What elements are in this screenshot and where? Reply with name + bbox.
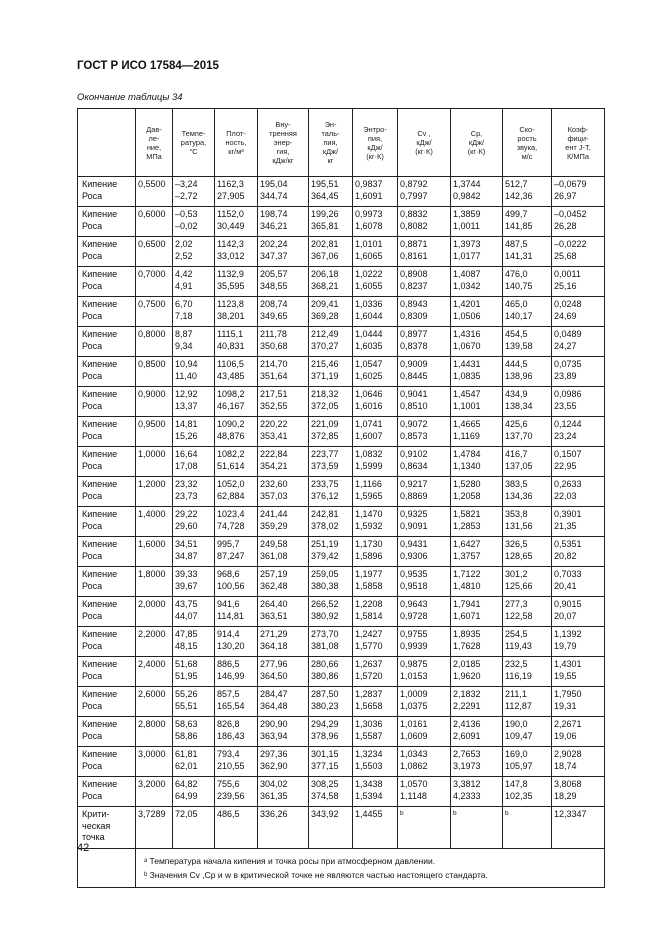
table-cell: 51,68 51,95 — [173, 657, 215, 687]
table-cell: 212,49 370,27 — [309, 327, 353, 357]
table-cell: 2,8000 — [136, 717, 173, 747]
table-caption: Окончание таблицы 34 — [77, 92, 183, 103]
table-cell: –0,0222 25,68 — [552, 237, 605, 267]
table-cell: 34,51 34,87 — [173, 537, 215, 567]
table-header-row — [78, 109, 605, 177]
table-cell: 277,96 364,50 — [258, 657, 309, 687]
table-cell: 3,2000 — [136, 777, 173, 807]
row-state-label: Кипение Роса — [78, 477, 136, 507]
table-cell: 0,9643 0,9728 — [398, 597, 451, 627]
table-cell: 499,7 141,85 — [503, 207, 552, 237]
table-cell: 1,7950 19,31 — [552, 687, 605, 717]
table-cell: –3,24 –2,72 — [173, 177, 215, 207]
table-cell: 0,5500 — [136, 177, 173, 207]
column-header-10: Коэф- фици- ент J-T, К/МПа — [552, 109, 605, 177]
table-row — [78, 327, 605, 357]
table-cell: 3,8068 18,29 — [552, 777, 605, 807]
table-row — [78, 447, 605, 477]
table-cell: 2,6000 — [136, 687, 173, 717]
table-cell: 336,26 — [258, 807, 309, 849]
table-row — [78, 567, 605, 597]
table-row — [78, 747, 605, 777]
table-cell: 264,40 363,51 — [258, 597, 309, 627]
table-cell: 249,58 361,08 — [258, 537, 309, 567]
table-cell: 2,2000 — [136, 627, 173, 657]
critical-point-row — [78, 807, 605, 849]
table-cell: 0,9102 0,8634 — [398, 447, 451, 477]
row-state-label: Кипение Роса — [78, 327, 136, 357]
table-cell: 232,5 116,19 — [503, 657, 552, 687]
table-cell: 434,9 138,34 — [503, 387, 552, 417]
column-header-1: Дав- ле- ние, МПа — [136, 109, 173, 177]
table-cell: 6,70 7,18 — [173, 297, 215, 327]
table-cell: 1,1977 1,5858 — [353, 567, 398, 597]
table-cell: 273,70 381,08 — [309, 627, 353, 657]
table-cell: 211,1 112,87 — [503, 687, 552, 717]
table-row — [78, 537, 605, 567]
table-cell: 266,52 380,92 — [309, 597, 353, 627]
table-cell: –0,0679 26,97 — [552, 177, 605, 207]
table-cell: 0,9431 0,9306 — [398, 537, 451, 567]
table-cell: 0,0011 25,16 — [552, 267, 605, 297]
table-cell: 1,8000 — [136, 567, 173, 597]
table-cell: 1,0832 1,5999 — [353, 447, 398, 477]
table-cell: 0,9837 1,6091 — [353, 177, 398, 207]
table-cell: 0,2633 22,03 — [552, 477, 605, 507]
table-cell: b — [398, 807, 451, 849]
table-cell: 1,1470 1,5932 — [353, 507, 398, 537]
table-cell: 476,0 140,75 — [503, 267, 552, 297]
table-row — [78, 387, 605, 417]
row-state-label: Кипение Роса — [78, 687, 136, 717]
table-row — [78, 207, 605, 237]
table-row — [78, 597, 605, 627]
table-row — [78, 687, 605, 717]
table-cell: 0,1244 23,24 — [552, 417, 605, 447]
table-cell: 221,09 372,85 — [309, 417, 353, 447]
table-cell: 1052,0 62,884 — [215, 477, 258, 507]
table-row — [78, 507, 605, 537]
table-cell: 793,4 210,55 — [215, 747, 258, 777]
notes-spacer — [78, 849, 136, 888]
table-cell: 1,2427 1,5770 — [353, 627, 398, 657]
table-cell: 254,5 119,43 — [503, 627, 552, 657]
row-state-label: Кипение Роса — [78, 597, 136, 627]
table-cell: 0,9325 0,9091 — [398, 507, 451, 537]
table-cell: 202,81 367,06 — [309, 237, 353, 267]
table-cell: 0,0735 23,89 — [552, 357, 605, 387]
table-cell: 1,0343 1,0862 — [398, 747, 451, 777]
table-row — [78, 657, 605, 687]
table-cell: 416,7 137,05 — [503, 447, 552, 477]
table-cell: 284,47 364,48 — [258, 687, 309, 717]
table-cell: 290,90 363,94 — [258, 717, 309, 747]
table-cell: 14,81 15,26 — [173, 417, 215, 447]
table-cell: 195,04 344,74 — [258, 177, 309, 207]
table-cell: 444,5 138,96 — [503, 357, 552, 387]
table-cell: 1,2208 1,5814 — [353, 597, 398, 627]
table-cell: 1098,2 46,167 — [215, 387, 258, 417]
table-cell: 1,0009 1,0375 — [398, 687, 451, 717]
table-cell: b — [451, 807, 503, 849]
column-header-4: Вну- тренняя энер- гия, кДж/кг — [258, 109, 309, 177]
table-cell: 0,9000 — [136, 387, 173, 417]
table-cell: 39,33 39,67 — [173, 567, 215, 597]
table-cell: 2,0185 1,9620 — [451, 657, 503, 687]
table-cell: 2,2671 19,06 — [552, 717, 605, 747]
table-cell: 1,4665 1,1169 — [451, 417, 503, 447]
table-cell: 55,26 55,51 — [173, 687, 215, 717]
footnote: ᵇ Значения Cv ,Cp и w в критической точке не являются частью настоящего стандарта. — [144, 870, 488, 880]
table-cell: 1,1392 19,79 — [552, 627, 605, 657]
table-cell: 968,6 100,56 — [215, 567, 258, 597]
table-cell: 1,0570 1,1148 — [398, 777, 451, 807]
table-cell: 23,32 23,73 — [173, 477, 215, 507]
column-header-5: Эн- таль- пия, кДж/ кг — [309, 109, 353, 177]
table-cell: 0,9217 0,8869 — [398, 477, 451, 507]
row-state-label: Кипение Роса — [78, 417, 136, 447]
column-header-8: Cp, кДж/ (кг·К) — [451, 109, 503, 177]
table-notes — [136, 849, 605, 888]
table-cell: 223,77 373,59 — [309, 447, 353, 477]
table-cell: 2,1832 2,2291 — [451, 687, 503, 717]
document-title: ГОСТ Р ИСО 17584—2015 — [77, 60, 219, 72]
table-row — [78, 357, 605, 387]
table-row — [78, 627, 605, 657]
table-cell: 1,0444 1,6035 — [353, 327, 398, 357]
table-cell: 0,9041 0,8510 — [398, 387, 451, 417]
table-cell: 755,6 239,56 — [215, 777, 258, 807]
table-cell: 16,64 17,08 — [173, 447, 215, 477]
column-header-9: Ско- рость звука, м/с — [503, 109, 552, 177]
table-cell: 1,3859 1,0011 — [451, 207, 503, 237]
table-cell: 0,9500 — [136, 417, 173, 447]
table-cell: 1,3438 1,5394 — [353, 777, 398, 807]
row-state-label: Кипение Роса — [78, 717, 136, 747]
row-state-label: Кипение Роса — [78, 567, 136, 597]
table-cell: 1,4455 — [353, 807, 398, 849]
table-cell: 1132,9 35,595 — [215, 267, 258, 297]
table-cell: 2,7653 3,1973 — [451, 747, 503, 777]
table-cell: 0,8000 — [136, 327, 173, 357]
table-cell: 3,3812 4,2333 — [451, 777, 503, 807]
table-cell: 826,8 186,43 — [215, 717, 258, 747]
table-cell: 1090,2 48,876 — [215, 417, 258, 447]
table-cell: b — [503, 807, 552, 849]
table-row — [78, 267, 605, 297]
table-cell: 205,57 348,55 — [258, 267, 309, 297]
table-cell: 233,75 376,12 — [309, 477, 353, 507]
table-cell: 0,8792 0,7997 — [398, 177, 451, 207]
column-header-7: Cv , кДж/ (кг·К) — [398, 109, 451, 177]
table-cell: 308,25 374,58 — [309, 777, 353, 807]
row-state-label: Кипение Роса — [78, 447, 136, 477]
table-cell: 1,6000 — [136, 537, 173, 567]
table-cell: 1,2837 1,5658 — [353, 687, 398, 717]
table-cell: 1,0161 1,0609 — [398, 717, 451, 747]
table-cell: 857,5 165,54 — [215, 687, 258, 717]
column-header-6: Энтро- пия, кДж/ (кг·К) — [353, 109, 398, 177]
table-cell: 1106,5 43,485 — [215, 357, 258, 387]
table-row — [78, 777, 605, 807]
table-cell: 1,3744 0,9842 — [451, 177, 503, 207]
table-cell: 1,0101 1,6065 — [353, 237, 398, 267]
table-cell: 0,8871 0,8161 — [398, 237, 451, 267]
table-cell: 199,26 365,81 — [309, 207, 353, 237]
table-cell: 0,8500 — [136, 357, 173, 387]
table-cell: 8,87 9,34 — [173, 327, 215, 357]
table-cell: 326,5 128,65 — [503, 537, 552, 567]
row-state-label: Кипение Роса — [78, 207, 136, 237]
table-cell: 211,78 350,68 — [258, 327, 309, 357]
table-cell: 0,6000 — [136, 207, 173, 237]
table-cell: 1,2637 1,5720 — [353, 657, 398, 687]
page-number: 42 — [77, 842, 90, 854]
table-cell: 0,8908 0,8237 — [398, 267, 451, 297]
table-cell: 454,5 139,58 — [503, 327, 552, 357]
table-cell: 241,44 359,29 — [258, 507, 309, 537]
table-cell: 0,9535 0,9518 — [398, 567, 451, 597]
table-cell: 1162,3 27,905 — [215, 177, 258, 207]
table-row — [78, 297, 605, 327]
table-cell: 12,92 13,37 — [173, 387, 215, 417]
table-cell: 1,0646 1,6016 — [353, 387, 398, 417]
table-cell: 169,0 105,97 — [503, 747, 552, 777]
table-cell: 0,9973 1,6078 — [353, 207, 398, 237]
table-cell: 1082,2 51,614 — [215, 447, 258, 477]
table-cell: 1,0547 1,6025 — [353, 357, 398, 387]
table-cell: 2,9028 18,74 — [552, 747, 605, 777]
table-cell: 257,19 362,48 — [258, 567, 309, 597]
table-row — [78, 717, 605, 747]
table-cell: 1,4547 1,1001 — [451, 387, 503, 417]
table-cell: 0,8832 0,8082 — [398, 207, 451, 237]
table-cell: 277,3 122,58 — [503, 597, 552, 627]
table-cell: 1,4301 19,55 — [552, 657, 605, 687]
table-cell: 1,3973 1,0177 — [451, 237, 503, 267]
table-cell: 198,74 346,21 — [258, 207, 309, 237]
table-cell: 271,29 364,18 — [258, 627, 309, 657]
row-state-label: Кипение Роса — [78, 387, 136, 417]
table-cell: 1023,4 74,728 — [215, 507, 258, 537]
table-cell: 0,9755 0,9939 — [398, 627, 451, 657]
table-cell: 486,5 — [215, 807, 258, 849]
table-cell: 202,24 347,37 — [258, 237, 309, 267]
table-cell: 343,92 — [309, 807, 353, 849]
table-cell: 1,5280 1,2058 — [451, 477, 503, 507]
row-state-label: Крити- ческая точка — [78, 807, 136, 849]
table-cell: 1152,0 30,449 — [215, 207, 258, 237]
table-cell: 304,02 361,35 — [258, 777, 309, 807]
table-cell: 64,82 64,99 — [173, 777, 215, 807]
table-cell: 3,0000 — [136, 747, 173, 777]
table-cell: 353,8 131,56 — [503, 507, 552, 537]
table-cell: 190,0 109,47 — [503, 717, 552, 747]
table-cell: 0,8977 0,8378 — [398, 327, 451, 357]
row-state-label: Кипение Роса — [78, 657, 136, 687]
table-cell: 58,63 58,86 — [173, 717, 215, 747]
table-cell: 1,4431 1,0835 — [451, 357, 503, 387]
table-cell: 1,0741 1,6007 — [353, 417, 398, 447]
table-cell: 301,15 377,15 — [309, 747, 353, 777]
table-cell: 287,50 380,23 — [309, 687, 353, 717]
table-cell: –0,53 –0,02 — [173, 207, 215, 237]
properties-table — [77, 108, 605, 888]
row-state-label: Кипение Роса — [78, 177, 136, 207]
table-cell: 383,5 134,36 — [503, 477, 552, 507]
table-cell: 0,1507 22,95 — [552, 447, 605, 477]
table-cell: 914,4 130,20 — [215, 627, 258, 657]
table-cell: 0,5351 20,82 — [552, 537, 605, 567]
table-cell: 0,9015 20,07 — [552, 597, 605, 627]
table-cell: 4,42 4,91 — [173, 267, 215, 297]
table-cell: 10,94 11,40 — [173, 357, 215, 387]
table-cell: 195,51 364,45 — [309, 177, 353, 207]
table-cell: 1,0336 1,6044 — [353, 297, 398, 327]
table-cell: 0,8943 0,8309 — [398, 297, 451, 327]
table-cell: 1,0000 — [136, 447, 173, 477]
table-cell: 2,4000 — [136, 657, 173, 687]
table-row — [78, 477, 605, 507]
table-cell: 1,4201 1,0506 — [451, 297, 503, 327]
row-state-label: Кипение Роса — [78, 237, 136, 267]
table-cell: 0,7033 20,41 — [552, 567, 605, 597]
table-cell: 215,46 371,19 — [309, 357, 353, 387]
table-cell: 297,36 362,90 — [258, 747, 309, 777]
row-state-label: Кипение Роса — [78, 297, 136, 327]
table-cell: 217,51 352,55 — [258, 387, 309, 417]
table-cell: 72,05 — [173, 807, 215, 849]
table-cell: 0,0248 24,69 — [552, 297, 605, 327]
table-cell: 487,5 141,31 — [503, 237, 552, 267]
table-cell: 1,6427 1,3757 — [451, 537, 503, 567]
table-cell: 995,7 87,247 — [215, 537, 258, 567]
table-cell: 294,29 378,96 — [309, 717, 353, 747]
table-cell: 2,02 2,52 — [173, 237, 215, 267]
table-cell: 2,4136 2,6091 — [451, 717, 503, 747]
table-cell: 214,70 351,64 — [258, 357, 309, 387]
table-cell: 0,9072 0,8573 — [398, 417, 451, 447]
table-cell: 0,7500 — [136, 297, 173, 327]
row-state-label: Кипение Роса — [78, 777, 136, 807]
table-cell: 512,7 142,36 — [503, 177, 552, 207]
table-cell: 222,84 354,21 — [258, 447, 309, 477]
table-cell: 1,4316 1,0670 — [451, 327, 503, 357]
table-cell: 1,4784 1,1340 — [451, 447, 503, 477]
table-cell: 1,7122 1,4810 — [451, 567, 503, 597]
table-cell: 1123,8 38,201 — [215, 297, 258, 327]
table-cell: 218,32 372,05 — [309, 387, 353, 417]
footnote: ᵃ Температура начала кипения и точка росы при атмосферном давлении. — [144, 856, 436, 866]
notes-row — [78, 849, 605, 888]
table-cell: 29,22 29,60 — [173, 507, 215, 537]
column-header-0 — [78, 109, 136, 177]
row-state-label: Кипение Роса — [78, 537, 136, 567]
table-cell: 220,22 353,41 — [258, 417, 309, 447]
table-cell: 232,60 357,03 — [258, 477, 309, 507]
table-cell: 147,8 102,35 — [503, 777, 552, 807]
table-cell: 47,85 48,15 — [173, 627, 215, 657]
table-cell: 1,2000 — [136, 477, 173, 507]
table-cell: 280,66 380,86 — [309, 657, 353, 687]
table-cell: 1,1166 1,5965 — [353, 477, 398, 507]
table-cell: 12,3347 — [552, 807, 605, 849]
table-cell: 0,9875 1,0153 — [398, 657, 451, 687]
table-cell: 1,4087 1,0342 — [451, 267, 503, 297]
table-cell: 886,5 146,99 — [215, 657, 258, 687]
table-cell: 1,0222 1,6055 — [353, 267, 398, 297]
table-cell: 1,3036 1,5587 — [353, 717, 398, 747]
row-state-label: Кипение Роса — [78, 627, 136, 657]
row-state-label: Кипение Роса — [78, 747, 136, 777]
table-cell: 1,8935 1,7628 — [451, 627, 503, 657]
table-cell: 1142,3 33,012 — [215, 237, 258, 267]
table-cell: 61,81 62,01 — [173, 747, 215, 777]
table-cell: 1115,1 40,831 — [215, 327, 258, 357]
table-cell: 425,6 137,70 — [503, 417, 552, 447]
table-cell: 206,18 368,21 — [309, 267, 353, 297]
table-row — [78, 417, 605, 447]
table-row — [78, 177, 605, 207]
table-cell: 0,7000 — [136, 267, 173, 297]
table-cell: 465,0 140,17 — [503, 297, 552, 327]
table-cell: 0,9009 0,8445 — [398, 357, 451, 387]
table-cell: 43,75 44,07 — [173, 597, 215, 627]
table-cell: 3,7289 — [136, 807, 173, 849]
table-cell: 301,2 125,66 — [503, 567, 552, 597]
table-cell: 259,05 380,38 — [309, 567, 353, 597]
table-cell: 2,0000 — [136, 597, 173, 627]
table-cell: 1,3234 1,5503 — [353, 747, 398, 777]
table-cell: 1,5821 1,2853 — [451, 507, 503, 537]
row-state-label: Кипение Роса — [78, 507, 136, 537]
table-cell: 1,7941 1,6071 — [451, 597, 503, 627]
table-cell: 0,0489 24,27 — [552, 327, 605, 357]
column-header-2: Темпе- ратура, °С — [173, 109, 215, 177]
table-cell: 941,6 114,81 — [215, 597, 258, 627]
table-cell: 0,3901 21,35 — [552, 507, 605, 537]
table-cell: 242,81 378,02 — [309, 507, 353, 537]
table-cell: 1,1730 1,5896 — [353, 537, 398, 567]
table-cell: 0,6500 — [136, 237, 173, 267]
table-cell: 1,4000 — [136, 507, 173, 537]
column-header-3: Плот- ность, кг/м³ — [215, 109, 258, 177]
row-state-label: Кипение Роса — [78, 267, 136, 297]
table-cell: 208,74 349,65 — [258, 297, 309, 327]
table-cell: 251,19 379,42 — [309, 537, 353, 567]
table-cell: 0,0986 23,55 — [552, 387, 605, 417]
row-state-label: Кипение Роса — [78, 357, 136, 387]
table-cell: –0,0452 26,28 — [552, 207, 605, 237]
table-cell: 209,41 369,28 — [309, 297, 353, 327]
table-row — [78, 237, 605, 267]
